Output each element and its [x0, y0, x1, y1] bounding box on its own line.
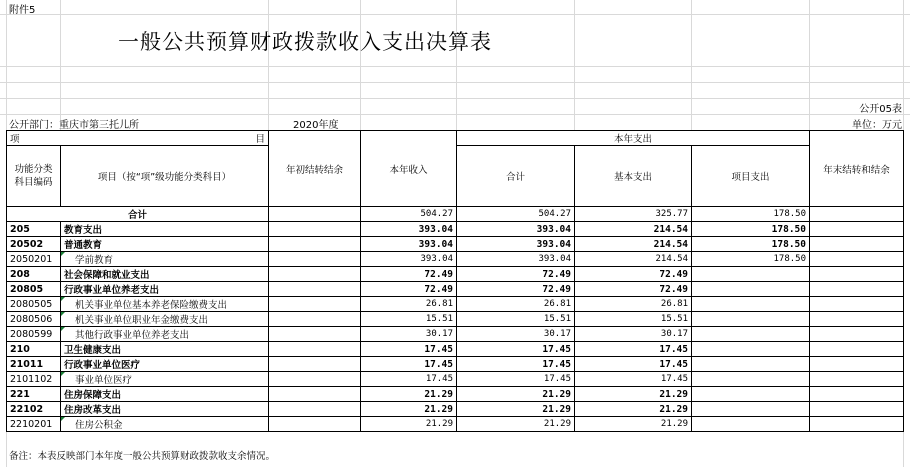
table-row — [7, 312, 904, 327]
row-proj — [692, 327, 810, 342]
page-title: 一般公共预算财政拨款收入支出决算表 — [118, 30, 492, 54]
row-total: 21.29 — [457, 417, 575, 432]
row-income: 393.04 — [361, 237, 457, 252]
total-row — [7, 207, 904, 222]
row-income: 17.45 — [361, 357, 457, 372]
table-row — [7, 387, 904, 402]
row-proj — [692, 372, 810, 387]
table-row — [7, 417, 904, 432]
header-project: 项目（按“项”级功能分类科目） — [61, 146, 269, 207]
row-total: 17.45 — [457, 372, 575, 387]
row-total: 15.51 — [457, 312, 575, 327]
row-name: 社会保障和就业支出 — [61, 267, 269, 282]
row-opening — [269, 387, 361, 402]
department-label: 公开部门：重庆市第三托儿所 — [9, 120, 139, 131]
row-opening — [269, 342, 361, 357]
row-total: 72.49 — [457, 282, 575, 297]
row-proj — [692, 267, 810, 282]
row-total: 30.17 — [457, 327, 575, 342]
row-closing — [810, 357, 904, 372]
row-closing — [810, 372, 904, 387]
header-total: 合计 — [457, 146, 575, 207]
row-opening — [269, 267, 361, 282]
table-row — [7, 297, 904, 312]
table-row — [7, 327, 904, 342]
row-basic: 21.29 — [575, 387, 692, 402]
row-closing — [810, 282, 904, 297]
row-closing — [810, 342, 904, 357]
table-row — [7, 222, 904, 237]
row-basic: 17.45 — [575, 372, 692, 387]
row-code: 205 — [7, 222, 61, 237]
header-mu: 目 — [255, 134, 265, 145]
grid-line — [268, 0, 269, 130]
row-code: 2210201 — [7, 417, 61, 432]
row-basic: 72.49 — [575, 267, 692, 282]
row-basic: 214.54 — [575, 237, 692, 252]
row-name: 行政事业单位养老支出 — [61, 282, 269, 297]
row-code: 208 — [7, 267, 61, 282]
row-name: 普通教育 — [61, 237, 269, 252]
row-income: 26.81 — [361, 297, 457, 312]
row-name: 机关事业单位职业年金缴费支出 — [61, 312, 269, 327]
row-code: 221 — [7, 387, 61, 402]
row-code: 20502 — [7, 237, 61, 252]
row-closing — [810, 252, 904, 267]
row-total: 72.49 — [457, 267, 575, 282]
row-opening — [269, 417, 361, 432]
row-closing — [810, 222, 904, 237]
table-row — [7, 342, 904, 357]
row-proj: 178.50 — [692, 252, 810, 267]
table-row — [7, 267, 904, 282]
row-opening — [269, 282, 361, 297]
row-income: 15.51 — [361, 312, 457, 327]
grid-line — [0, 66, 910, 67]
grid-line — [456, 0, 457, 130]
header-closing: 年末结转和结余 — [810, 131, 904, 207]
row-opening — [269, 327, 361, 342]
row-proj: 178.50 — [692, 222, 810, 237]
row-basic: 17.45 — [575, 342, 692, 357]
table-row — [7, 357, 904, 372]
header-basic: 基本支出 — [575, 146, 692, 207]
row-code: 2080505 — [7, 297, 61, 312]
row-closing — [810, 312, 904, 327]
row-basic: 214.54 — [575, 252, 692, 267]
row-closing — [810, 327, 904, 342]
row-proj — [692, 387, 810, 402]
row-basic: 21.29 — [575, 402, 692, 417]
header-code: 功能分类科目编码 — [7, 146, 61, 207]
row-proj — [692, 402, 810, 417]
row-total: 393.04 — [457, 237, 575, 252]
header-opening: 年初结转结余 — [269, 131, 361, 207]
row-closing — [810, 402, 904, 417]
total-label: 合计 — [7, 207, 269, 222]
cell-opening — [269, 207, 361, 222]
header-proj: 项目支出 — [692, 146, 810, 207]
unit-label: 单位：万元 — [852, 120, 902, 131]
row-total: 21.29 — [457, 402, 575, 417]
header-income: 本年收入 — [361, 131, 457, 207]
row-income: 21.29 — [361, 402, 457, 417]
row-code: 2050201 — [7, 252, 61, 267]
row-basic: 17.45 — [575, 357, 692, 372]
row-basic: 30.17 — [575, 327, 692, 342]
total-total: 504.27 — [457, 207, 575, 222]
grid-line — [0, 98, 910, 99]
row-income: 21.29 — [361, 387, 457, 402]
row-name: 学前教育 — [61, 252, 269, 267]
grid-line — [360, 0, 361, 130]
row-code: 20805 — [7, 282, 61, 297]
grid-line — [60, 0, 61, 130]
row-proj — [692, 312, 810, 327]
total-income: 504.27 — [361, 207, 457, 222]
row-income: 393.04 — [361, 252, 457, 267]
row-code: 2080506 — [7, 312, 61, 327]
fiscal-year: 2020年度 — [293, 120, 339, 131]
row-proj — [692, 282, 810, 297]
row-code: 21011 — [7, 357, 61, 372]
row-income: 72.49 — [361, 267, 457, 282]
row-proj — [692, 342, 810, 357]
row-proj: 178.50 — [692, 237, 810, 252]
row-name: 卫生健康支出 — [61, 342, 269, 357]
row-closing — [810, 267, 904, 282]
row-basic: 72.49 — [575, 282, 692, 297]
table-row — [7, 402, 904, 417]
row-name: 事业单位医疗 — [61, 372, 269, 387]
cell-closing — [810, 207, 904, 222]
row-name: 住房改革支出 — [61, 402, 269, 417]
row-code: 2101102 — [7, 372, 61, 387]
budget-table — [6, 130, 904, 432]
row-opening — [269, 252, 361, 267]
total-proj: 178.50 — [692, 207, 810, 222]
attachment-label: 附件5 — [9, 5, 36, 16]
row-name: 行政事业单位医疗 — [61, 357, 269, 372]
row-income: 17.45 — [361, 372, 457, 387]
row-income: 72.49 — [361, 282, 457, 297]
row-opening — [269, 372, 361, 387]
row-opening — [269, 237, 361, 252]
header-xiang: 项 — [10, 134, 20, 145]
row-income: 393.04 — [361, 222, 457, 237]
row-name: 教育支出 — [61, 222, 269, 237]
row-income: 21.29 — [361, 417, 457, 432]
grid-line — [0, 114, 910, 115]
row-name: 住房公积金 — [61, 417, 269, 432]
header-xiangmu — [7, 131, 269, 146]
row-proj — [692, 357, 810, 372]
table-code: 公开05表 — [859, 104, 902, 115]
footnote: 备注：本表反映部门本年度一般公共预算财政拨款收支余情况。 — [9, 451, 276, 462]
row-proj — [692, 297, 810, 312]
row-basic: 214.54 — [575, 222, 692, 237]
table-row — [7, 237, 904, 252]
header-expense-group: 本年支出 — [457, 131, 810, 146]
row-total: 393.04 — [457, 222, 575, 237]
grid-line — [0, 82, 910, 83]
row-opening — [269, 357, 361, 372]
row-income: 30.17 — [361, 327, 457, 342]
table-row — [7, 252, 904, 267]
row-income: 17.45 — [361, 342, 457, 357]
grid-line — [0, 14, 910, 15]
row-code: 210 — [7, 342, 61, 357]
row-code: 2080599 — [7, 327, 61, 342]
row-opening — [269, 402, 361, 417]
row-proj — [692, 417, 810, 432]
grid-line — [809, 0, 810, 130]
row-opening — [269, 297, 361, 312]
row-opening — [269, 312, 361, 327]
row-total: 17.45 — [457, 342, 575, 357]
total-basic: 325.77 — [575, 207, 692, 222]
row-closing — [810, 297, 904, 312]
row-opening — [269, 222, 361, 237]
row-closing — [810, 237, 904, 252]
row-name: 机关事业单位基本养老保险缴费支出 — [61, 297, 269, 312]
grid-line — [691, 0, 692, 130]
row-name: 其他行政事业单位养老支出 — [61, 327, 269, 342]
grid-line — [574, 0, 575, 130]
row-total: 17.45 — [457, 357, 575, 372]
row-basic: 21.29 — [575, 417, 692, 432]
table-row — [7, 372, 904, 387]
row-closing — [810, 387, 904, 402]
row-basic: 26.81 — [575, 297, 692, 312]
table-row — [7, 282, 904, 297]
row-basic: 15.51 — [575, 312, 692, 327]
row-total: 26.81 — [457, 297, 575, 312]
row-closing — [810, 417, 904, 432]
row-code: 22102 — [7, 402, 61, 417]
row-total: 21.29 — [457, 387, 575, 402]
row-total: 393.04 — [457, 252, 575, 267]
row-name: 住房保障支出 — [61, 387, 269, 402]
